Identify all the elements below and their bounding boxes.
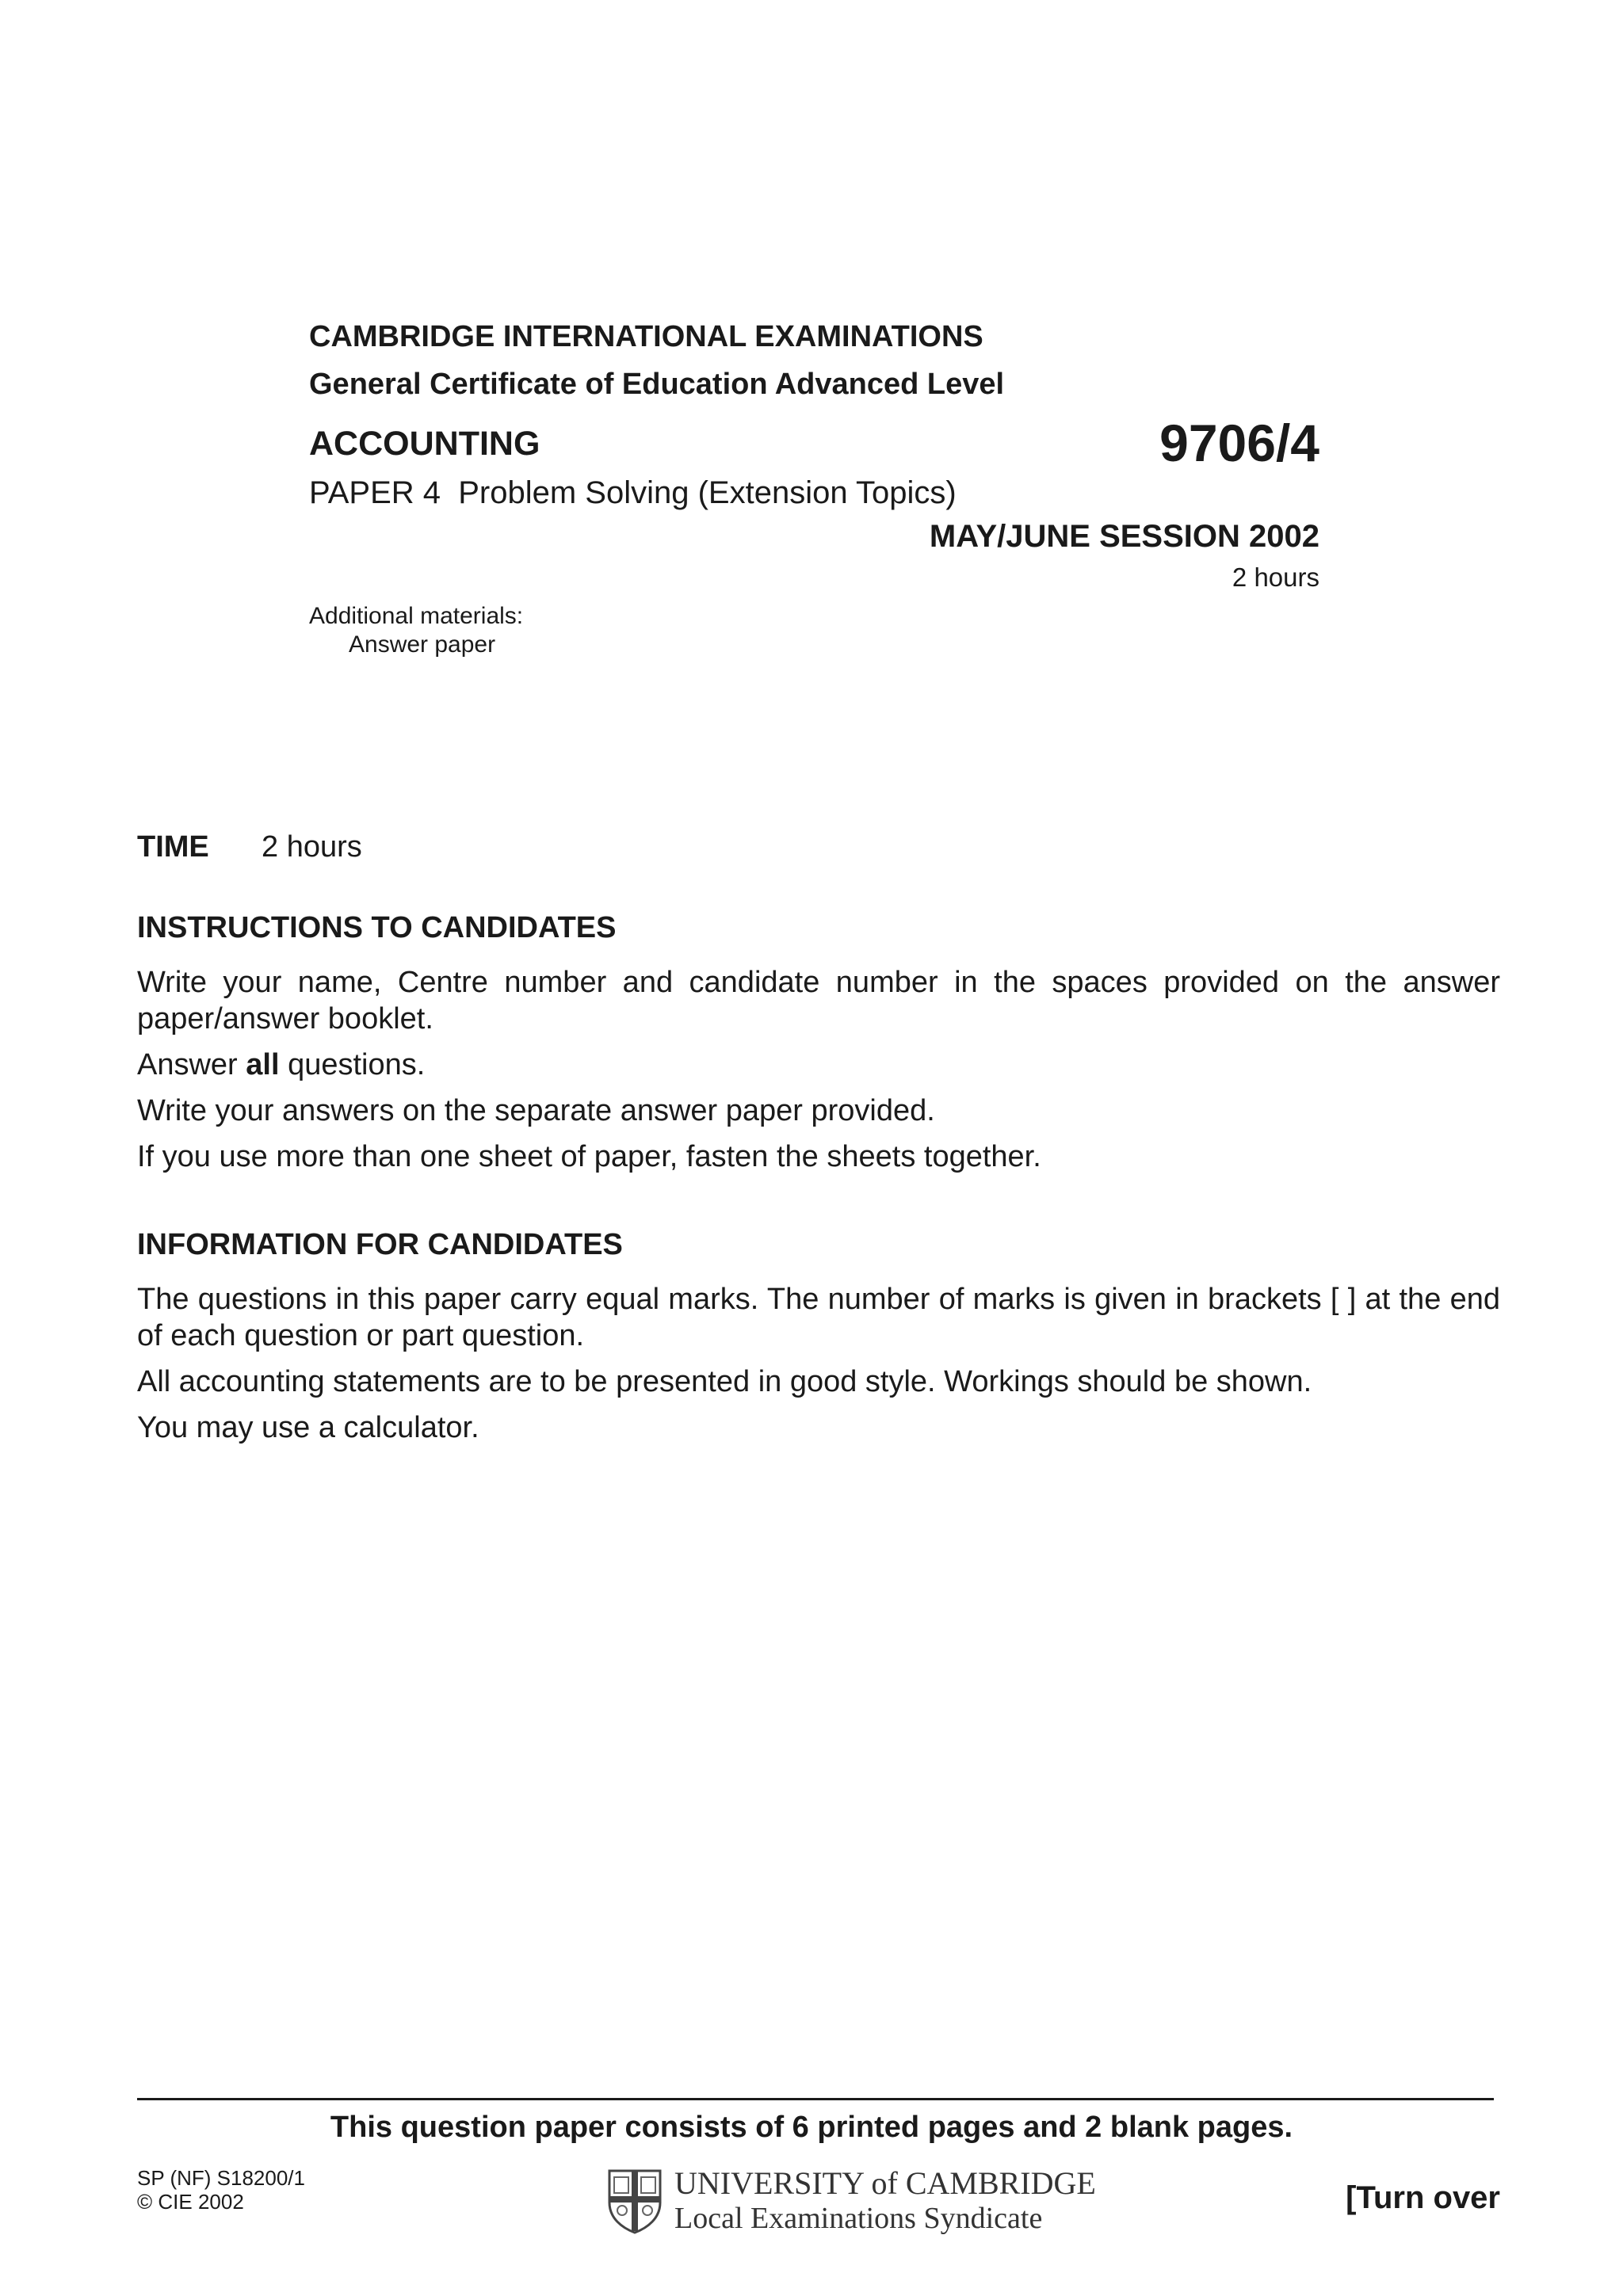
information-3: You may use a calculator. (137, 1411, 479, 1444)
reference-code: SP (NF) S18200/1 (137, 2166, 305, 2190)
duration: 2 hours (1232, 563, 1319, 592)
university-crest-icon (606, 2168, 663, 2234)
instructions-heading: INSTRUCTIONS TO CANDIDATES (137, 911, 617, 944)
instruction-3: Write your answers on the separate answer paper provided. (137, 1094, 935, 1127)
instruction-2 (137, 1047, 1500, 1083)
copyright: © CIE 2002 (137, 2190, 244, 2214)
paper-code: 9706/4 (1159, 414, 1319, 472)
session: MAY/JUNE SESSION 2002 (929, 519, 1319, 554)
instruction-2-bold: all (246, 1048, 280, 1081)
information-heading: INFORMATION FOR CANDIDATES (137, 1228, 623, 1261)
subject-title: ACCOUNTING (309, 425, 540, 463)
instruction-2-post: questions. (279, 1048, 426, 1081)
cambridge-logo (606, 2166, 1096, 2236)
logo-university: UNIVERSITY of CAMBRIDGE (674, 2165, 1096, 2201)
footer-rule (137, 2098, 1494, 2100)
information-1: The questions in this paper carry equal marks. The number of marks is given in brackets [ ] at the end of each question or part question. (137, 1283, 1500, 1352)
instruction-4: If you use more than one sheet of paper, fasten the sheets together. (137, 1140, 1041, 1173)
time-value: 2 hours (262, 830, 362, 864)
qualification: General Certificate of Education Advanced Level (309, 368, 1005, 401)
pages-note: This question paper consists of 6 printed pages and 2 blank pages. (330, 2111, 1293, 2144)
additional-materials-item: Answer paper (349, 631, 496, 658)
turn-over: [Turn over (1346, 2180, 1500, 2215)
footer-reference (137, 2166, 305, 2214)
additional-materials-label: Additional materials: (309, 603, 524, 629)
time-label: TIME (137, 830, 209, 864)
exam-board: CAMBRIDGE INTERNATIONAL EXAMINATIONS (309, 320, 983, 353)
information-2: All accounting statements are to be presented in good style. Workings should be shown. (137, 1365, 1312, 1398)
logo-syndicate: Local Examinations Syndicate (674, 2202, 1043, 2235)
instruction-1: Write your name, Centre number and candidate number in the spaces provided on the answer paper/answer booklet. (137, 966, 1500, 1035)
additional-materials (309, 602, 523, 659)
paper-title: PAPER 4 Problem Solving (Extension Topics) (309, 475, 957, 510)
instruction-2-pre: Answer (137, 1048, 246, 1081)
